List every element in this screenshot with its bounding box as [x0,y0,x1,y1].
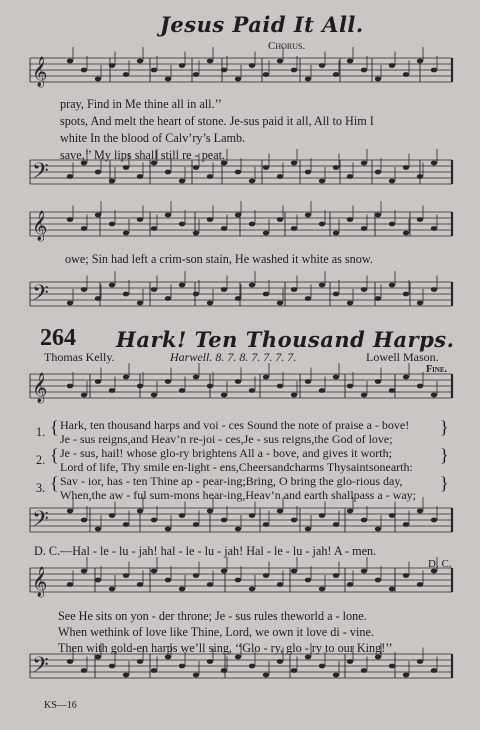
note-head [165,379,171,384]
note-head [263,292,269,297]
note-head [137,384,143,389]
note-head [67,509,73,514]
note-head [249,222,255,227]
note-head [305,379,311,384]
author: Thomas Kelly. [44,350,115,364]
brace: } [440,473,449,493]
note-head [221,393,227,398]
refrain-line: When wethink of love like Thine, Lord, we own it love di - vine. [58,625,374,639]
note-head [207,301,213,306]
note-head [375,213,381,218]
dc-line: D. C.—Hal - le - lu - jah! hal - le - lu - jah! Hal - le - lu - jah! A - men. [34,544,377,558]
note-head [109,587,115,592]
bass-clef-icon: 𝄢 [32,653,49,683]
note-head [417,582,423,587]
brace: { [50,473,59,493]
note-head [431,68,437,73]
note-head [333,292,339,297]
note-head [123,573,129,578]
note-head [165,296,171,301]
verse-line: Je - sus reigns,and Heav’n re-joi - ces,Je - sus reigns,the God of love; [60,432,393,446]
note-head [277,384,283,389]
note-head [347,301,353,306]
verse-line: Sav - ior, has - ten Thine ap - pear-ing;Bring, O bring the glo-rious day, [60,474,403,488]
verse-line: When,the aw - ful sum-mons hear-ing,Heav’n and earth shallpass a - way; [60,488,416,502]
note-head [347,59,353,64]
note-head [333,375,339,380]
note-head [417,59,423,64]
note-head [67,217,73,222]
note-head [221,226,227,231]
note-head [67,582,73,587]
treble-clef-icon: 𝄞 [32,373,48,403]
note-head [291,569,297,574]
verse-line: Lord of life, Thy smile en-light - ens,Cheersandcharms Thysaintsonearth: [60,460,413,474]
note-head [333,673,339,678]
note-head [151,668,157,673]
note-head [249,283,255,288]
note-head [319,222,325,227]
note-head [305,296,311,301]
note-head [193,292,199,297]
note-head [417,384,423,389]
note-head [235,527,241,532]
note-head [123,72,129,77]
note-head [263,522,269,527]
note-head [417,659,423,664]
note-head [347,384,353,389]
note-head [179,587,185,592]
note-head [277,659,283,664]
note-head [81,393,87,398]
lyric-line: save,’’ My lips shall still re - peat. [60,148,226,162]
note-head [81,226,87,231]
note-head [403,673,409,678]
note-head [319,63,325,68]
note-head [319,513,325,518]
verse-line: Hark, ten thousand harps and voi - ces Sound the note of praise a - bove! [60,418,410,432]
note-head [347,659,353,664]
song-title: Jesus Paid It All. [160,12,364,37]
note-head [277,174,283,179]
note-head [263,375,269,380]
note-head [95,578,101,583]
note-head [137,659,143,664]
verse-number: 1. [36,425,46,439]
note-head [431,393,437,398]
lyric-line: white In the blood of Calv’ry’s Lamb. [60,131,246,145]
note-head [361,287,367,292]
verse-number: 3. [36,481,46,495]
note-head [95,77,101,82]
note-head [347,582,353,587]
note-head [123,165,129,170]
treble-clef-icon: 𝄞 [32,567,48,597]
note-head [193,522,199,527]
note-head [235,170,241,175]
note-head [305,77,311,82]
note-head [431,226,437,231]
note-head [403,375,409,380]
note-head [375,77,381,82]
chorus-label: Chorus. [268,40,306,52]
note-head [165,578,171,583]
note-head [291,518,297,523]
note-head [151,569,157,574]
note-head [109,63,115,68]
note-head [417,217,423,222]
note-head [207,659,213,664]
note-head [123,375,129,380]
note-head [235,213,241,218]
verse-line: Je - sus, hail! whose glo-ry brightens All a - bove, and gives it worth; [60,446,392,460]
song-title: Hark! Ten Thousand Harps. [116,327,455,352]
note-head [67,174,73,179]
note-head [81,668,87,673]
note-head [305,527,311,532]
lyric-line: owe; Sin had left a crim-son stain, He washed it white as snow. [65,252,373,266]
note-head [389,222,395,227]
note-head [389,283,395,288]
note-head [151,518,157,523]
note-head [81,287,87,292]
note-head [221,569,227,574]
note-head [333,231,339,236]
note-head [137,582,143,587]
note-head [221,668,227,673]
refrain-line: Then with gold-en harps we’ll sing, ‘‘Glo - ry, glo - ry to our King!’’ [58,641,393,655]
note-head [165,77,171,82]
note-head [319,664,325,669]
note-head [249,587,255,592]
tune-name: Harwell. 8. 7. 8. 7. 7. 7. 7. [170,350,297,364]
note-head [179,513,185,518]
note-head [347,174,353,179]
note-head [277,582,283,587]
bass-clef-icon: 𝄢 [32,281,49,311]
note-head [193,72,199,77]
brace: } [440,445,449,465]
note-head [403,165,409,170]
note-head [179,179,185,184]
note-head [179,222,185,227]
note-head [347,217,353,222]
note-head [305,213,311,218]
note-head [375,170,381,175]
note-head [151,393,157,398]
note-head [263,673,269,678]
note-head [417,301,423,306]
note-head [403,292,409,297]
note-head [123,673,129,678]
dc-label: D. C. [428,558,452,570]
note-head [81,518,87,523]
note-head [389,587,395,592]
note-head [179,388,185,393]
note-head [403,231,409,236]
note-head [235,379,241,384]
note-head [431,161,437,166]
note-head [333,573,339,578]
treble-clef-icon: 𝄞 [32,211,48,241]
note-head [249,179,255,184]
note-head [81,68,87,73]
note-head [95,296,101,301]
bass-clef-icon: 𝄢 [32,159,49,189]
note-head [277,59,283,64]
note-head [67,59,73,64]
note-head [235,578,241,583]
note-head [109,388,115,393]
note-head [277,301,283,306]
note-head [207,174,213,179]
note-head [361,161,367,166]
fine-label: Fine. [426,364,448,375]
note-head [207,509,213,514]
note-head [221,68,227,73]
note-head [95,527,101,532]
note-head [179,63,185,68]
note-head [361,226,367,231]
lyric-line: spots, And melt the heart of stone. Je-sus paid it all, All to Him I [60,114,374,128]
note-head [109,179,115,184]
note-head [361,68,367,73]
note-head [67,301,73,306]
note-head [291,68,297,73]
note-head [403,72,409,77]
note-head [389,179,395,184]
note-head [207,59,213,64]
note-head [389,664,395,669]
note-head [123,231,129,236]
treble-clef-icon: 𝄞 [32,57,48,87]
note-head [67,659,73,664]
note-head [193,231,199,236]
note-head [109,664,115,669]
note-head [277,509,283,514]
note-head [389,513,395,518]
note-head [417,174,423,179]
note-head [319,179,325,184]
note-head [67,384,73,389]
note-head [361,569,367,574]
note-head [431,518,437,523]
note-head [235,296,241,301]
note-head [109,283,115,288]
note-head [347,509,353,514]
note-head [263,231,269,236]
note-head [193,573,199,578]
note-head [123,292,129,297]
note-head [137,301,143,306]
note-head [95,379,101,384]
note-head [137,217,143,222]
note-head [221,287,227,292]
note-head [151,287,157,292]
lyric-line: pray, Find in Me thine all in all.’’ [60,97,222,111]
note-head [319,587,325,592]
verse-number: 2. [36,453,46,467]
note-head [305,578,311,583]
note-head [235,77,241,82]
note-head [137,174,143,179]
note-head [375,578,381,583]
note-head [305,170,311,175]
note-head [291,161,297,166]
note-head [361,668,367,673]
note-head [95,170,101,175]
note-head [137,59,143,64]
note-head [151,68,157,73]
note-head [263,165,269,170]
hymn-number: 264 [40,325,76,351]
note-head [207,384,213,389]
note-head [291,226,297,231]
note-head [431,668,437,673]
note-head [375,527,381,532]
note-head [277,217,283,222]
note-head [403,522,409,527]
brace: { [50,417,59,437]
note-head [361,393,367,398]
note-head [179,283,185,288]
note-head [431,287,437,292]
composer: Lowell Mason. [366,350,439,364]
note-head [221,518,227,523]
note-head [151,226,157,231]
note-head [417,509,423,514]
note-head [263,72,269,77]
note-head [165,213,171,218]
note-head [291,287,297,292]
note-head [333,522,339,527]
note-head [137,509,143,514]
note-head [249,513,255,518]
note-head [291,668,297,673]
note-head [193,375,199,380]
note-head [249,63,255,68]
note-head [193,165,199,170]
note-head [361,518,367,523]
note-head [291,393,297,398]
note-head [249,664,255,669]
note-head [375,379,381,384]
brace: { [50,445,59,465]
page-footer: KS—16 [44,700,77,711]
note-head [123,522,129,527]
note-head [207,582,213,587]
note-head [179,664,185,669]
note-head [319,388,325,393]
note-head [109,222,115,227]
note-head [165,527,171,532]
note-head [165,170,171,175]
note-head [207,217,213,222]
note-head [193,673,199,678]
note-head [319,283,325,288]
note-head [403,573,409,578]
note-head [333,72,339,77]
note-head [263,573,269,578]
brace: } [440,417,449,437]
note-head [389,63,395,68]
note-head [389,388,395,393]
note-head [375,296,381,301]
bass-clef-icon: 𝄢 [32,507,49,537]
note-head [81,569,87,574]
note-head [249,388,255,393]
note-head [333,165,339,170]
refrain-line: See He sits on yon - der throne; Je - sus rules theworld a - lone. [58,609,367,623]
note-head [95,213,101,218]
note-head [109,513,115,518]
